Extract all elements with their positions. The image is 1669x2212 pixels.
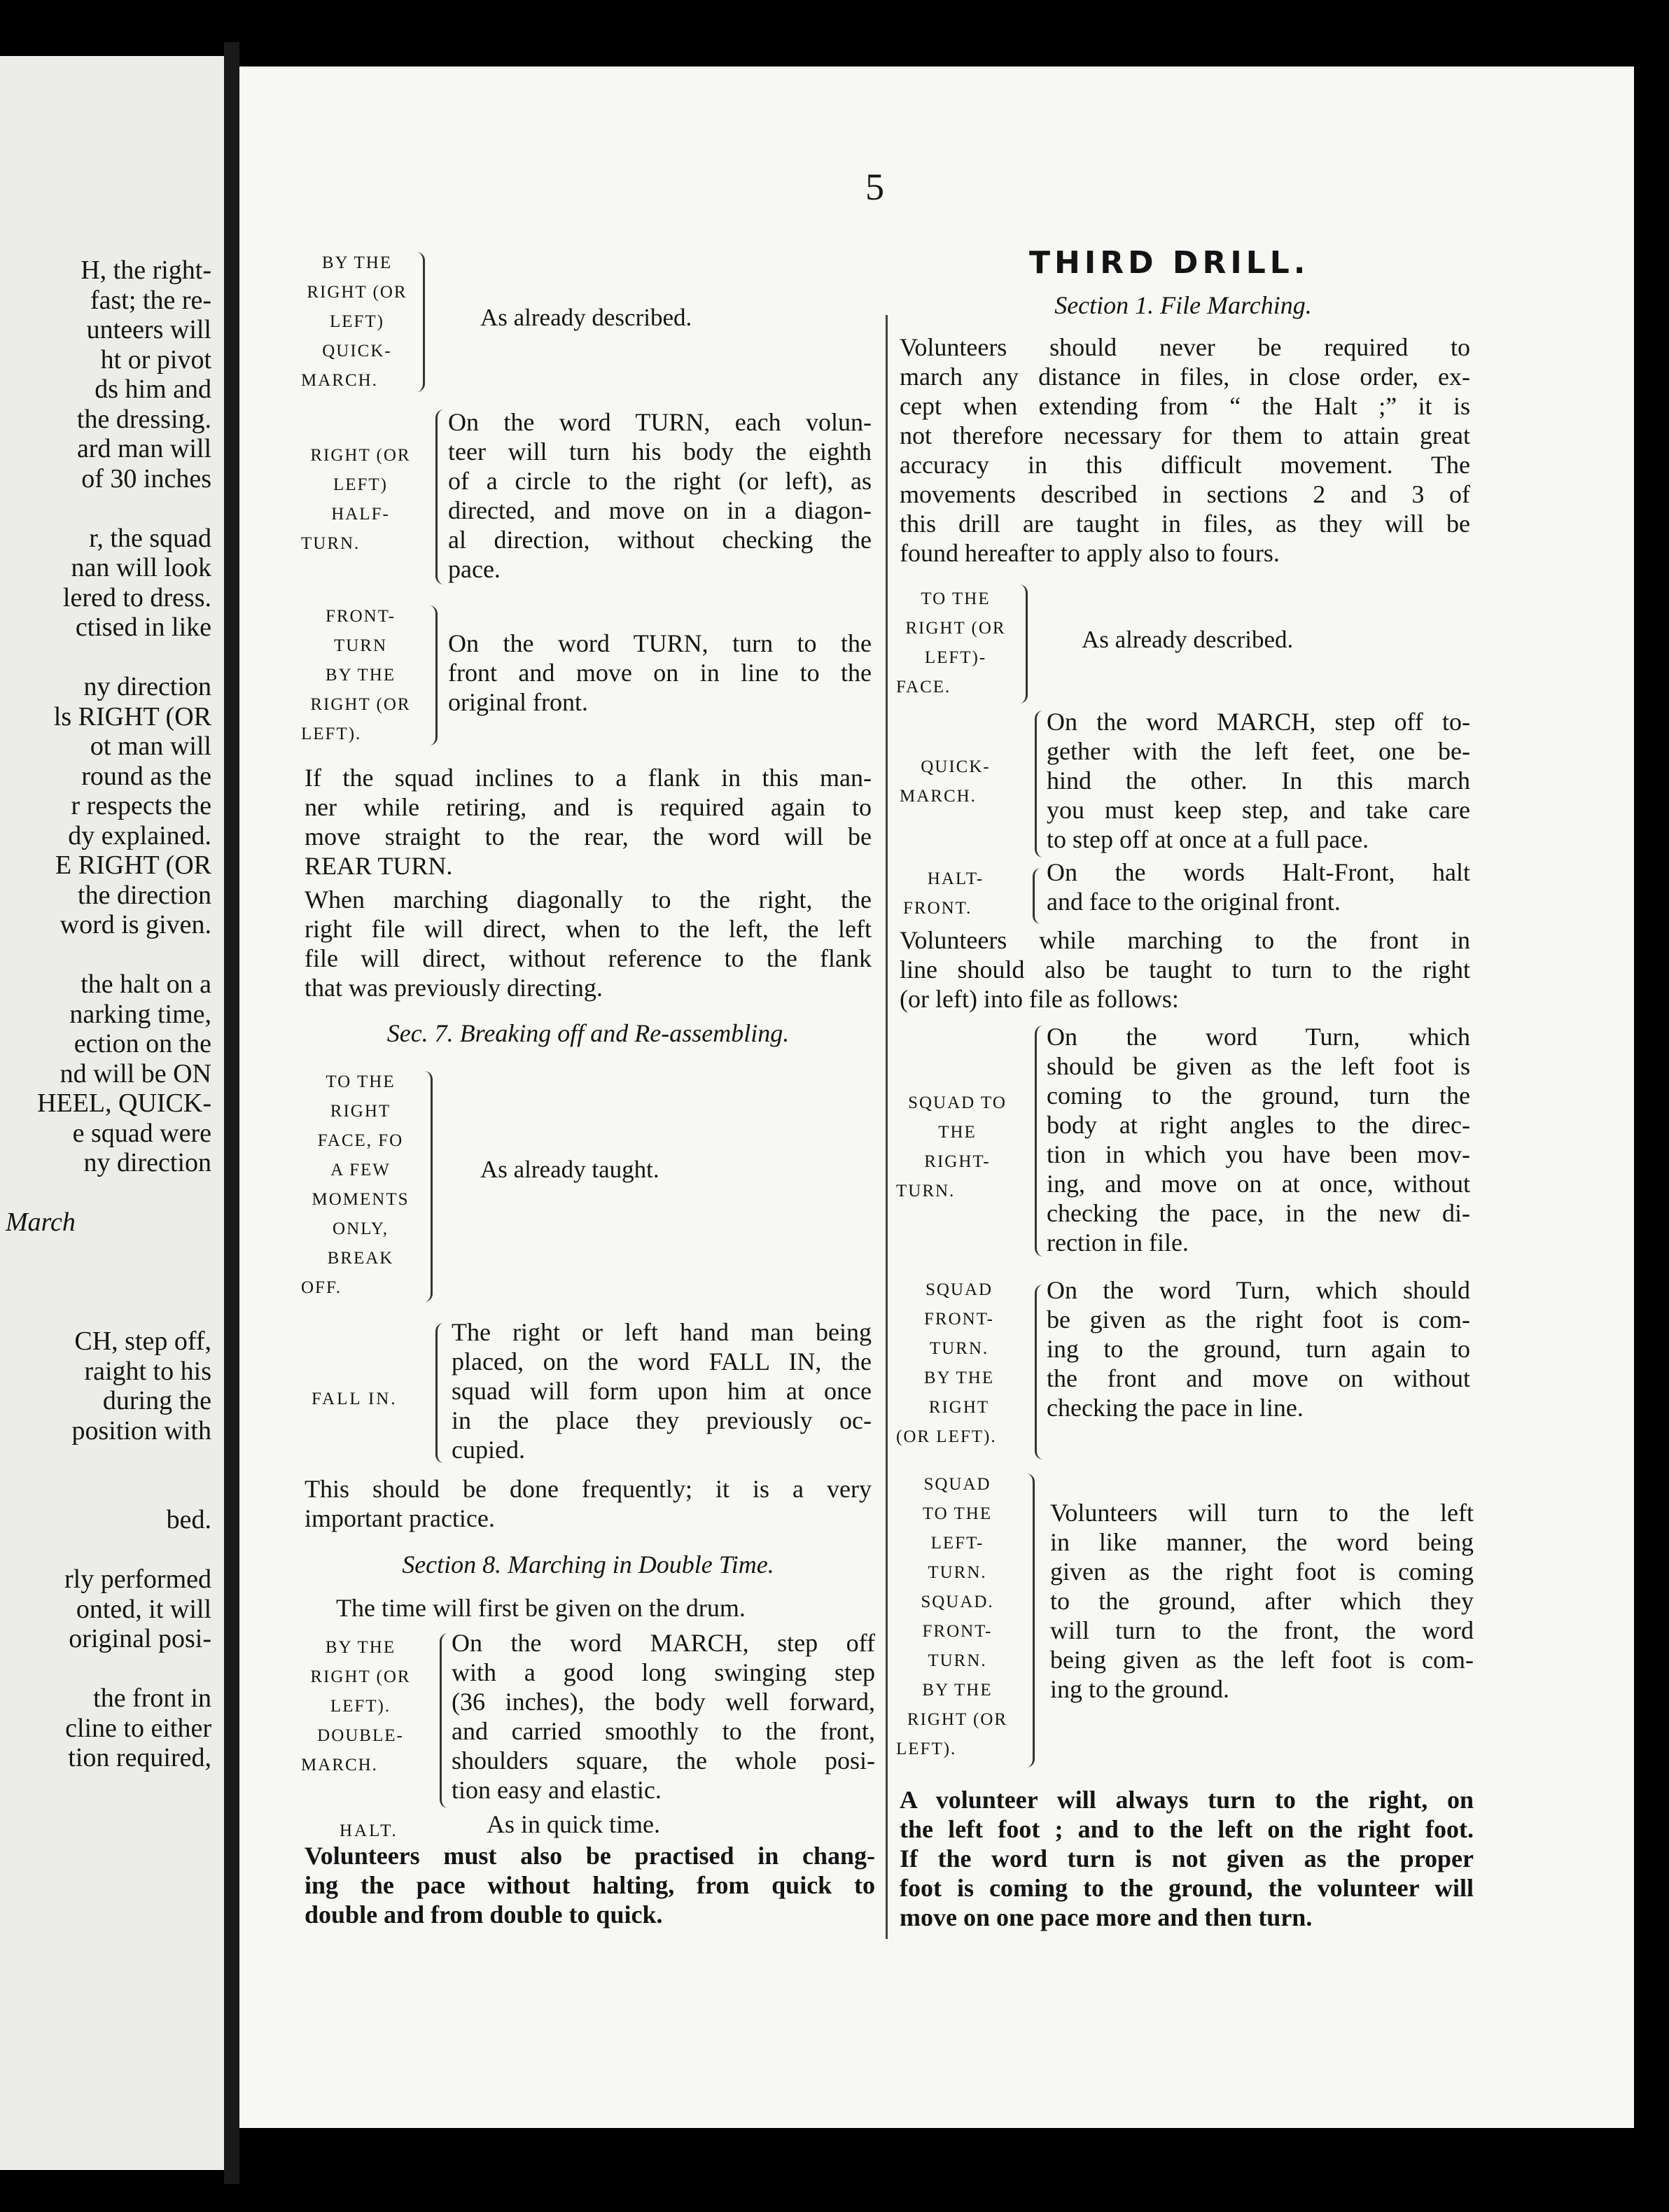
text-line: will turn to the front, the word xyxy=(1050,1616,1474,1644)
margin-note-face xyxy=(896,584,1015,702)
note-text: As already described. xyxy=(480,304,692,331)
text-line: Volunteers will turn to the left xyxy=(1050,1499,1474,1527)
left-page-line: during the xyxy=(102,1386,211,1415)
text-line: FRONT- xyxy=(326,607,396,626)
text-line: cupied. xyxy=(452,1436,525,1464)
text-line: TURN. xyxy=(929,1339,989,1358)
text-line: of a circle to the right (or left), as xyxy=(448,467,872,495)
text-line: right file will direct, when to the left, the left xyxy=(305,915,872,943)
text-line: BY THE xyxy=(923,1368,995,1387)
text-line: squad will form upon him at once xyxy=(452,1377,872,1405)
text-line: and face to the original front. xyxy=(1047,888,1341,916)
text-line: this drill are taught in files, as they will be xyxy=(900,510,1470,538)
text-line: (or left) into file as follows: xyxy=(900,985,1179,1013)
text-line: RIGHT xyxy=(330,1102,391,1121)
left-page-line: the halt on a xyxy=(81,969,211,999)
paragraph-changing-pace xyxy=(305,1841,875,1929)
text-line: file will direct, without reference to the flank xyxy=(305,944,872,972)
text-line: HALT- xyxy=(927,869,984,888)
left-page-line: HEEL, QUICK- xyxy=(36,1088,211,1118)
brace xyxy=(440,1633,449,1808)
text-line: On the word Turn, which should xyxy=(1047,1276,1470,1304)
text-line: ing, and move on at once, without xyxy=(1047,1170,1470,1198)
text-line: LEFT) xyxy=(333,475,389,494)
text-line: line should also be taught to turn to the right xyxy=(900,955,1470,983)
left-page-line: nan will look xyxy=(71,553,211,582)
text-line: found hereafter to apply also to fours. xyxy=(900,539,1280,567)
text-line: SQUAD TO xyxy=(908,1093,1007,1112)
left-page-line: H, the right- xyxy=(81,255,211,285)
left-page-line: ls RIGHT (OR xyxy=(53,701,211,732)
text-line: Volunteers must also be practised in chang- xyxy=(305,1842,875,1870)
text-line: FRONT- xyxy=(922,1622,993,1641)
margin-note-front-turn xyxy=(301,602,420,749)
text-line: QUICK- xyxy=(322,342,392,360)
text-line: to step off at once at a full pace. xyxy=(1047,825,1369,853)
text-line: MARCH. xyxy=(301,1756,378,1774)
text-line: foot is coming to the ground, the volunteer will xyxy=(900,1874,1474,1902)
brace xyxy=(1035,1026,1044,1256)
text-line: THE xyxy=(938,1123,977,1142)
text-line: tion in which you have been mov- xyxy=(1047,1140,1470,1168)
left-page-line: unteers will xyxy=(86,315,211,344)
section-7-heading: Sec. 7. Breaking off and Re-assembling. xyxy=(386,1019,790,1047)
text-line: REAR TURN. xyxy=(305,852,453,880)
left-page-line: tion required, xyxy=(68,1743,211,1772)
front-turn-text xyxy=(1047,1275,1470,1422)
brace xyxy=(435,1323,445,1463)
text-line: LEFT- xyxy=(930,1534,984,1553)
paragraph-diagonal xyxy=(305,885,872,1002)
brace xyxy=(1033,868,1042,924)
text-line: (OR LEFT). xyxy=(896,1427,997,1446)
text-line: If the word turn is not given as the proper xyxy=(900,1844,1474,1872)
half-turn-text xyxy=(448,407,872,584)
text-line: Volunteers while marching to the front in xyxy=(900,926,1470,954)
text-line: On the word TURN, each volun- xyxy=(448,408,872,436)
text-line: the front and move on without xyxy=(1047,1364,1470,1392)
text-line: MARCH. xyxy=(900,787,977,806)
left-page-line: the direction xyxy=(78,880,211,910)
text-line: the left foot ; and to the left on the right foot. xyxy=(900,1815,1474,1843)
text-line: TO THE xyxy=(922,1504,993,1523)
text-line: SQUAD xyxy=(923,1475,991,1494)
left-page-line: ctised in like xyxy=(75,612,211,642)
brace xyxy=(1035,1284,1044,1460)
left-page-fragment xyxy=(0,56,224,2170)
text-line: shoulders square, the whole posi- xyxy=(452,1746,875,1774)
left-page-line: ny direction xyxy=(83,672,211,701)
text-line: SQUAD xyxy=(925,1280,993,1299)
text-line: move on one pace more and then turn. xyxy=(900,1903,1313,1931)
text-line: On the word MARCH, step off xyxy=(452,1629,875,1657)
text-line: move straight to the rear, the word will be xyxy=(305,822,872,850)
text-line: FACE, FO xyxy=(317,1131,404,1150)
text-line: tion easy and elastic. xyxy=(452,1776,662,1804)
left-page-line: ht or pivot xyxy=(100,344,211,374)
text-line: you must keep step, and take care xyxy=(1047,796,1470,824)
text-line: coming to the ground, turn the xyxy=(1047,1082,1470,1110)
binding-gutter xyxy=(224,42,239,2184)
left-turn-text xyxy=(1050,1498,1474,1704)
text-line: OFF. xyxy=(301,1278,342,1297)
text-line: front and move on in line to the xyxy=(448,659,872,687)
text-line: LEFT). xyxy=(301,724,362,743)
text-line: body at right angles to the direc- xyxy=(1047,1111,1470,1139)
brace xyxy=(416,252,425,392)
brace xyxy=(428,606,438,746)
text-line: RIGHT (OR xyxy=(310,1667,411,1686)
text-line: TURN. xyxy=(928,1563,987,1582)
text-line: RIGHT (OR xyxy=(310,695,411,714)
margin-note-squad-front-turn xyxy=(896,1275,1022,1452)
left-page-line: the front in xyxy=(93,1684,211,1713)
text-line: to the ground, after which they xyxy=(1050,1587,1474,1615)
left-page-line: nd will be ON xyxy=(60,1058,211,1088)
text-line: not therefore necessary for them to attain great xyxy=(900,421,1470,449)
text-line: important practice. xyxy=(305,1504,495,1532)
text-line: RIGHT (OR xyxy=(907,1710,1008,1729)
left-page-line: raight to his xyxy=(84,1356,211,1386)
text-line: HALF- xyxy=(331,505,390,524)
left-page-line: r, the squad xyxy=(89,523,211,553)
left-page-line: original posi- xyxy=(69,1624,211,1653)
text-line: TO THE xyxy=(326,1072,396,1091)
margin-note-break-off xyxy=(301,1068,420,1303)
text-line: given as the right foot is coming xyxy=(1050,1558,1474,1586)
text-line: TURN. xyxy=(301,534,361,553)
brace xyxy=(435,410,445,584)
paragraph-practice xyxy=(305,1474,872,1533)
text-line: When marching diagonally to the right, the xyxy=(305,886,872,913)
text-line: placed, on the word FALL IN, the xyxy=(452,1348,872,1376)
text-line: accuracy in this difficult movement. The xyxy=(900,451,1470,479)
paragraph-drum: The time will first be given on the drum. xyxy=(336,1594,746,1622)
text-line: MARCH. xyxy=(301,371,378,390)
text-line: RIGHT (OR xyxy=(307,283,407,302)
margin-note-squad-right-turn xyxy=(896,1088,1019,1206)
text-line: that was previously directing. xyxy=(305,974,603,1002)
text-line: LEFT). xyxy=(896,1740,957,1758)
double-march-text xyxy=(452,1628,875,1805)
paragraph-turn-rule xyxy=(900,1785,1474,1932)
column-rule xyxy=(886,315,888,1939)
paragraph-turn-into-file xyxy=(900,925,1470,1014)
margin-note-quick-march xyxy=(900,752,1012,811)
text-line: A volunteer will always turn to the right, on xyxy=(900,1786,1474,1814)
text-line: in like manner, the word being xyxy=(1050,1528,1474,1556)
chapter-title: THIRD DRILL. xyxy=(1029,245,1310,281)
margin-note-halt: HALT. xyxy=(340,1821,398,1840)
text-line: original front. xyxy=(448,688,588,716)
text-line: in the place they previously oc- xyxy=(452,1406,872,1434)
left-page-line: dy explained. xyxy=(68,820,211,850)
left-page-line: ection on the xyxy=(74,1029,211,1058)
text-line: ONLY, xyxy=(333,1219,389,1238)
text-line: rection in file. xyxy=(1047,1228,1189,1256)
text-line: march any distance in files, in close order, ex- xyxy=(900,363,1470,391)
brace xyxy=(1019,584,1028,704)
text-line: teer will turn his body the eighth xyxy=(448,438,872,465)
margin-note-halt-front xyxy=(903,864,1008,923)
margin-note-squad-left-turn xyxy=(896,1470,1019,1764)
left-page-line: ot man will xyxy=(90,732,211,761)
text-line: cept when extending from “ the Halt ;” it is xyxy=(900,392,1470,420)
text-line: FRONT- xyxy=(924,1310,994,1329)
text-line: being given as the left foot is com- xyxy=(1050,1646,1474,1674)
text-line: This should be done frequently; it is a very xyxy=(305,1475,872,1503)
left-page-line: lered to dress. xyxy=(62,582,211,612)
section-1-heading: Section 1. File Marching. xyxy=(1054,291,1312,319)
text-line: pace. xyxy=(448,555,501,583)
text-line: RIGHT (OR xyxy=(905,619,1006,638)
left-page-line: onted, it will xyxy=(76,1594,211,1624)
left-page-line: of 30 inches xyxy=(81,463,211,493)
left-page-line: ny direction xyxy=(83,1148,211,1177)
margin-note-fall-in: FALL IN. xyxy=(312,1390,398,1408)
left-page-line: CH, step off, xyxy=(74,1326,211,1356)
fall-in-text xyxy=(452,1317,872,1464)
text-line: MOMENTS xyxy=(312,1190,410,1209)
text-line: and carried smoothly to the front, xyxy=(452,1717,875,1745)
left-page-line: r respects the xyxy=(71,791,211,820)
text-line: If the squad inclines to a flank in this man- xyxy=(305,764,872,792)
text-line: A FEW xyxy=(330,1161,391,1180)
note-text: As already taught. xyxy=(480,1156,659,1183)
text-line: The right or left hand man being xyxy=(452,1318,872,1346)
quick-march-text xyxy=(1047,707,1470,854)
left-page-line: fast; the re- xyxy=(90,285,211,315)
left-page-line: cline to either xyxy=(65,1713,211,1743)
margin-note-double-march xyxy=(301,1633,420,1780)
text-line: RIGHT (OR xyxy=(310,446,411,465)
left-page-line: e squad were xyxy=(72,1118,211,1148)
text-line: On the word Turn, which xyxy=(1047,1023,1470,1051)
text-line: FRONT. xyxy=(903,899,972,918)
left-page-line: the dressing. xyxy=(76,404,211,434)
text-line: checking the pace in line. xyxy=(1047,1394,1304,1422)
text-line: al direction, without checking the xyxy=(448,526,872,554)
text-line: BY THE xyxy=(325,1638,396,1657)
text-line: RIGHT- xyxy=(924,1152,991,1171)
page-number: 5 xyxy=(865,166,884,208)
text-line: ing to the ground. xyxy=(1050,1675,1229,1703)
text-line: ing the pace without halting, from quick to xyxy=(305,1871,875,1899)
text-line: TURN. xyxy=(928,1651,987,1670)
text-line: LEFT)- xyxy=(924,648,987,667)
text-line: Volunteers should never be required to xyxy=(900,333,1470,361)
text-line: On the word TURN, turn to the xyxy=(448,629,872,657)
left-page-line: E RIGHT (OR xyxy=(55,850,211,880)
text-line: gether with the left feet, one be- xyxy=(1047,737,1470,765)
halt-text: As in quick time. xyxy=(487,1810,660,1838)
text-line: BREAK xyxy=(327,1249,394,1268)
brace xyxy=(1026,1474,1035,1768)
text-line: movements described in sections 2 and 3 of xyxy=(900,480,1470,508)
text-line: be given as the right foot is com- xyxy=(1047,1306,1470,1334)
text-line: FACE. xyxy=(896,678,951,696)
left-page-line: rly performed xyxy=(64,1564,211,1594)
text-line: DOUBLE- xyxy=(317,1726,404,1745)
text-line: ner while retiring, and is required again to xyxy=(305,793,872,821)
margin-note-quick-march xyxy=(301,248,413,396)
text-line: TURN xyxy=(333,636,388,655)
text-line: (36 inches), the body well forward, xyxy=(452,1688,875,1716)
brace xyxy=(1035,710,1044,858)
text-line: BY THE xyxy=(922,1681,993,1700)
text-line: TURN. xyxy=(896,1182,956,1200)
section-8-heading: Section 8. Marching in Double Time. xyxy=(402,1550,774,1578)
text-line: double and from double to quick. xyxy=(305,1900,663,1928)
left-page-line: word is given. xyxy=(60,910,211,939)
left-page-line: March xyxy=(6,1208,76,1237)
left-page-line: narking time, xyxy=(69,999,211,1029)
left-page-line: position with xyxy=(71,1415,211,1446)
text-line: On the word MARCH, step off to- xyxy=(1047,708,1470,736)
text-line: should be given as the left foot is xyxy=(1047,1052,1470,1080)
text-line: directed, and move on in a diagon- xyxy=(448,496,872,524)
text-line: hind the other. In this march xyxy=(1047,766,1470,794)
text-line: On the words Halt-Front, halt xyxy=(1047,858,1470,886)
text-line: BY THE xyxy=(325,666,396,685)
text-line: checking the pace, in the new di- xyxy=(1047,1199,1470,1227)
left-page-line: ard man will xyxy=(76,434,211,463)
left-page-line: round as the xyxy=(81,761,211,791)
text-line: LEFT). xyxy=(330,1697,391,1716)
text-line: TO THE xyxy=(921,589,991,608)
text-line: SQUAD. xyxy=(921,1592,994,1611)
halt-front-text xyxy=(1047,858,1470,916)
paragraph-rear-turn xyxy=(305,763,872,881)
brace xyxy=(424,1071,433,1302)
text-line: ing to the ground, turn again to xyxy=(1047,1335,1470,1363)
text-line: BY THE xyxy=(321,253,393,272)
text-line: RIGHT xyxy=(928,1398,990,1417)
paragraph-file-marching xyxy=(900,332,1470,568)
left-page-line: bed. xyxy=(166,1505,211,1534)
text-line: with a good long swinging step xyxy=(452,1658,875,1686)
note-text: As already described. xyxy=(1082,626,1294,653)
text-line: LEFT) xyxy=(329,312,385,331)
left-page-line: ds him and xyxy=(95,374,211,404)
text-line: QUICK- xyxy=(921,757,991,776)
front-turn-text xyxy=(448,629,872,717)
right-turn-text xyxy=(1047,1022,1470,1257)
margin-note-half-turn xyxy=(301,441,420,559)
